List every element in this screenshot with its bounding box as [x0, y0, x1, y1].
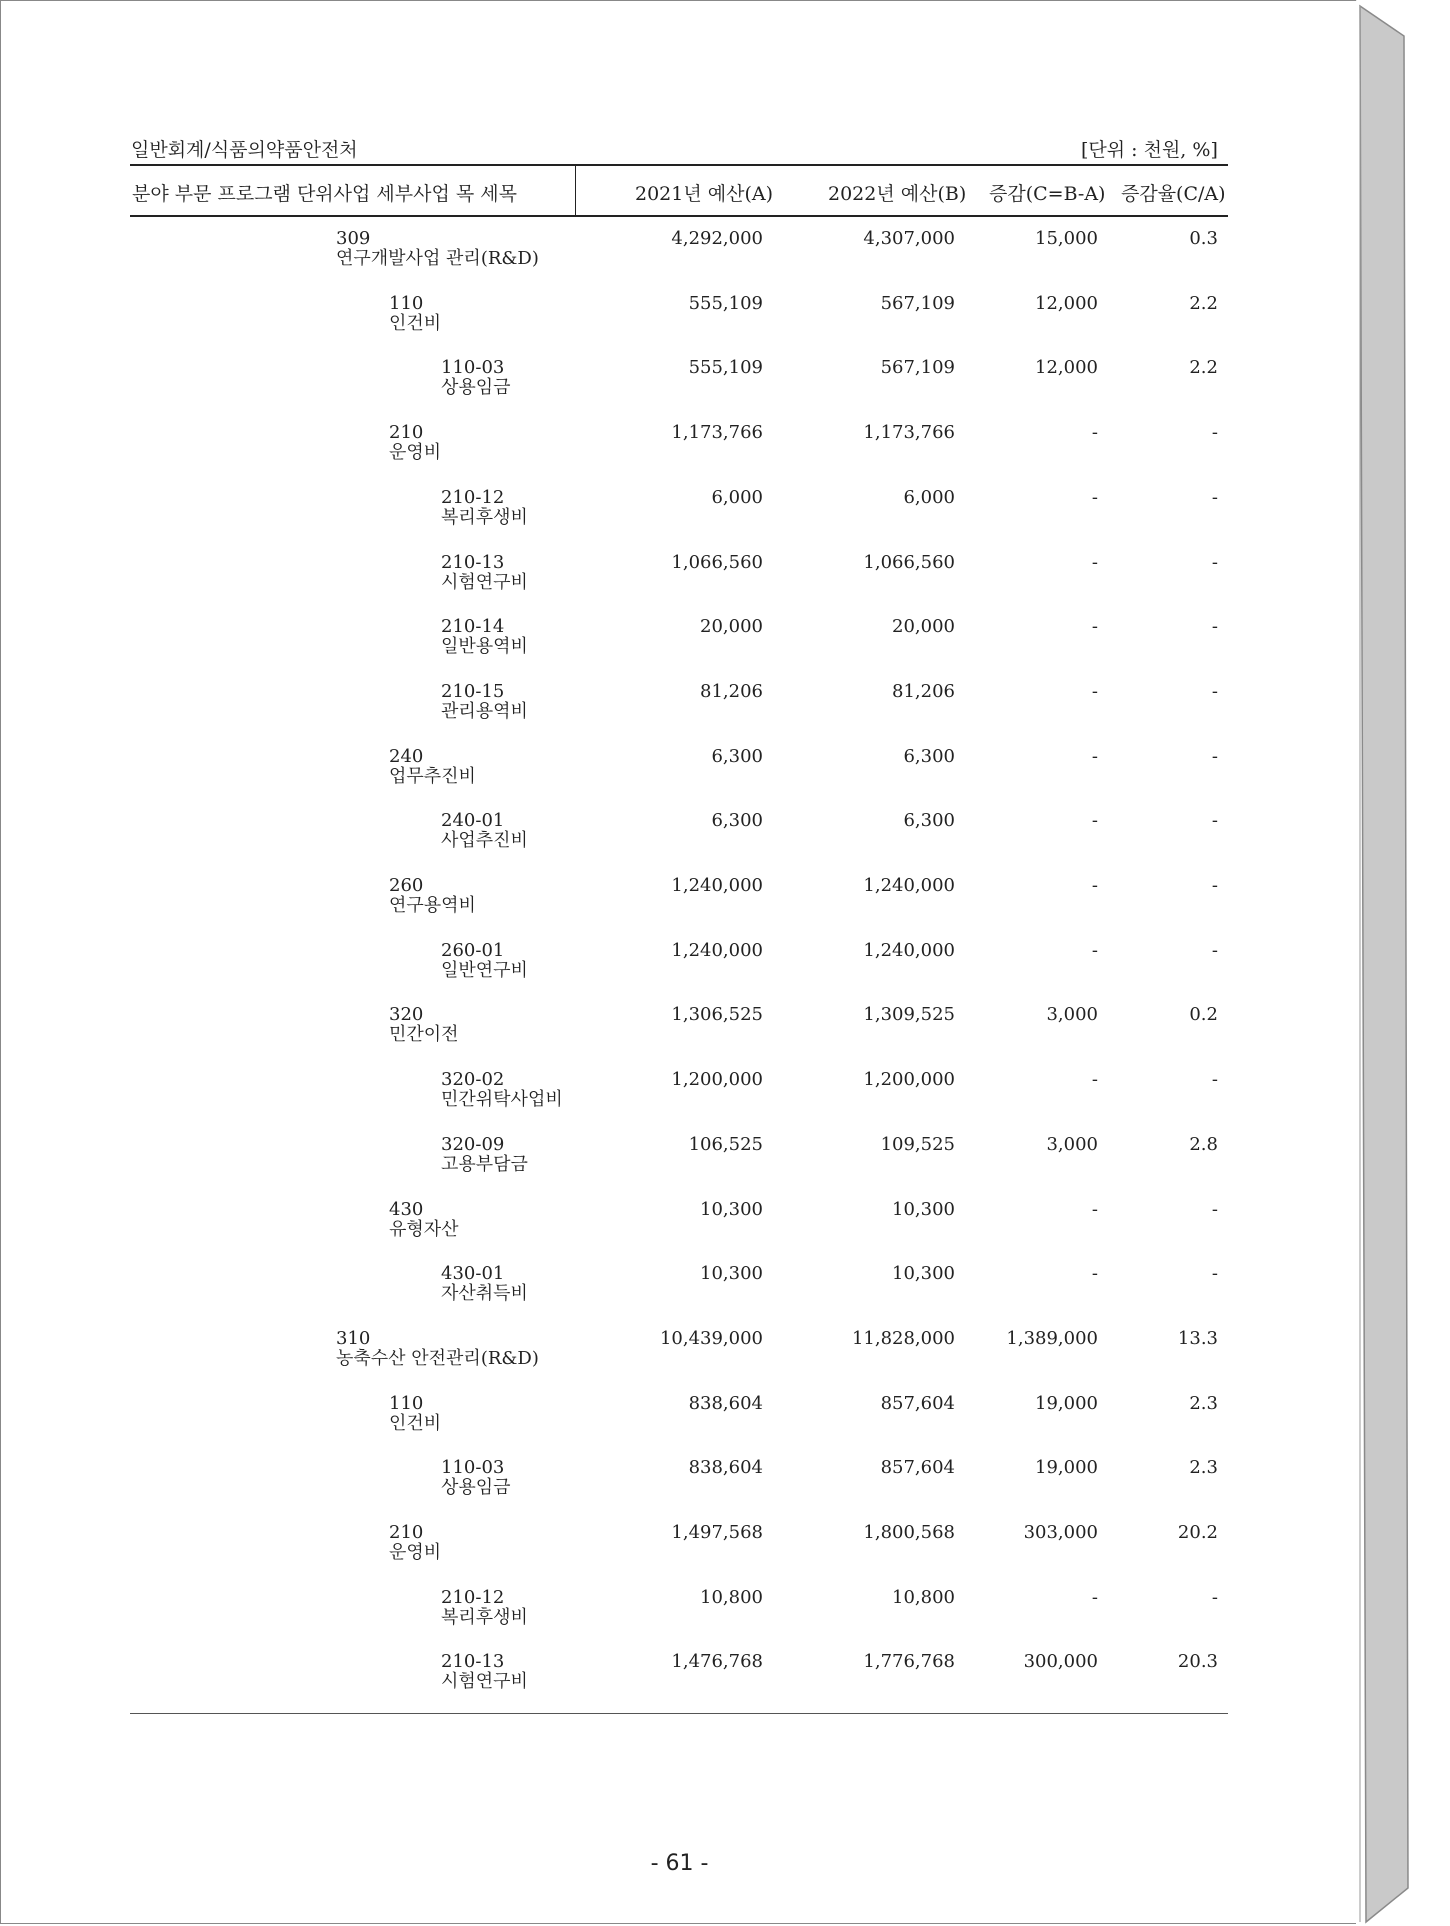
item-code: 240-01	[441, 810, 505, 832]
budget-2022-value: 1,240,000	[863, 875, 955, 896]
item-code: 210-13	[441, 551, 505, 573]
table-row	[1, 423, 1358, 485]
change-value: -	[1091, 1263, 1098, 1285]
item-name: 유형자산	[389, 1218, 459, 1240]
change-rate-value: -	[1211, 680, 1218, 702]
item-name: 일반용역비	[441, 636, 528, 658]
item-name: 자산취득비	[441, 1283, 528, 1305]
budget-2021-value: 10,800	[700, 1586, 763, 1608]
budget-2021-value: 1,240,000	[671, 875, 763, 896]
table-row	[1, 682, 1358, 744]
table-row	[1, 1652, 1358, 1714]
table-row	[1, 876, 1358, 938]
item-code: 309	[336, 228, 371, 249]
table-row	[1, 553, 1358, 615]
budget-2022-value: 20,000	[892, 616, 955, 638]
item-code: 310	[336, 1327, 371, 1349]
change-value: -	[1091, 745, 1098, 767]
table-row	[1, 811, 1358, 873]
change-rate-value: 2.3	[1189, 1392, 1218, 1414]
table-bottom-rule	[130, 1713, 1228, 1714]
item-name: 연구개발사업 관리(R&D)	[336, 248, 539, 269]
change-value: 1,389,000	[1006, 1327, 1098, 1349]
change-rate-value: 2.8	[1189, 1133, 1218, 1155]
item-name: 농축수산 안전관리(R&D)	[336, 1347, 539, 1369]
item-code: 320-02	[441, 1069, 505, 1091]
budget-2021-value: 10,300	[700, 1198, 763, 1220]
item-code: 210-13	[441, 1651, 505, 1673]
item-code: 320	[389, 1004, 424, 1026]
change-value: 3,000	[1046, 1133, 1098, 1155]
item-name: 운영비	[389, 1542, 442, 1563]
budget-2021-value: 10,300	[700, 1263, 763, 1285]
table-row	[1, 1200, 1358, 1262]
organization-title: 일반회계/식품의약품안전처	[131, 139, 358, 161]
change-value: 19,000	[1035, 1392, 1098, 1414]
budget-2022-value: 10,300	[892, 1198, 955, 1220]
budget-2022-value: 1,240,000	[863, 939, 955, 961]
table-row	[1, 941, 1358, 1003]
item-code: 110-03	[441, 1457, 505, 1479]
table-row	[1, 1458, 1358, 1520]
budget-2021-value: 106,525	[688, 1133, 763, 1155]
change-value: 12,000	[1035, 292, 1098, 314]
table-row	[1, 617, 1358, 679]
budget-2021-value: 6,300	[711, 810, 763, 832]
change-value: -	[1091, 680, 1098, 702]
table-row	[1, 747, 1358, 809]
budget-2022-value: 10,800	[892, 1586, 955, 1608]
budget-2021-value: 1,476,768	[671, 1651, 763, 1673]
budget-2022-value: 6,300	[903, 810, 955, 832]
column-header-hierarchy: 분야 부문 프로그램 단위사업 세부사업 목 세목	[132, 183, 517, 205]
change-value: -	[1091, 422, 1098, 444]
change-rate-value: 20.2	[1177, 1522, 1218, 1543]
change-value: 15,000	[1035, 228, 1098, 249]
budget-2021-value: 81,206	[700, 680, 763, 702]
budget-2022-value: 1,173,766	[863, 422, 955, 444]
item-code: 210-15	[441, 680, 505, 702]
column-header-change: 증감(C=B-A)	[989, 183, 1106, 205]
change-rate-value: -	[1211, 875, 1218, 896]
table-row	[1, 1070, 1358, 1132]
change-rate-value: -	[1211, 1069, 1218, 1091]
page-number: - 61 -	[650, 1851, 709, 1876]
budget-2021-value: 4,292,000	[671, 228, 763, 249]
change-value: -	[1091, 875, 1098, 896]
item-name: 연구용역비	[389, 895, 476, 916]
item-name: 복리후생비	[441, 1606, 528, 1628]
budget-2022-value: 6,000	[903, 486, 955, 508]
item-code: 260-01	[441, 939, 505, 961]
budget-2021-value: 6,000	[711, 486, 763, 508]
item-code: 210	[389, 422, 424, 444]
unit-label: [단위 : 천원, %]	[1081, 139, 1218, 161]
budget-2022-value: 10,300	[892, 1263, 955, 1285]
item-name: 민간이전	[389, 1024, 459, 1046]
book-edge-decoration	[1356, 0, 1450, 1926]
budget-2021-value: 1,306,525	[671, 1004, 763, 1026]
budget-2022-value: 567,109	[880, 357, 955, 379]
change-value: -	[1091, 486, 1098, 508]
item-code: 110-03	[441, 357, 505, 379]
item-name: 민간위탁사업비	[441, 1089, 563, 1111]
item-name: 상용임금	[441, 377, 511, 399]
change-value: 303,000	[1023, 1522, 1098, 1543]
table-row	[1, 1394, 1358, 1456]
item-name: 인건비	[389, 1412, 442, 1434]
table-row	[1, 1588, 1358, 1650]
item-name: 운영비	[389, 442, 442, 464]
budget-2022-value: 1,800,568	[863, 1522, 955, 1543]
budget-2021-value: 555,109	[688, 292, 763, 314]
item-code: 210-12	[441, 486, 505, 508]
change-value: -	[1091, 1586, 1098, 1608]
budget-2021-value: 1,200,000	[671, 1069, 763, 1091]
change-value: 3,000	[1046, 1004, 1098, 1026]
table-row	[1, 1005, 1358, 1067]
change-value: -	[1091, 551, 1098, 573]
budget-2022-value: 857,604	[880, 1392, 955, 1414]
item-code: 260	[389, 875, 424, 896]
item-name: 시험연구비	[441, 1671, 528, 1693]
change-rate-value: -	[1211, 1263, 1218, 1285]
item-code: 210	[389, 1522, 424, 1543]
table-row	[1, 294, 1358, 356]
item-name: 복리후생비	[441, 506, 528, 528]
change-value: -	[1091, 939, 1098, 961]
budget-2022-value: 109,525	[880, 1133, 955, 1155]
table-row	[1, 229, 1358, 291]
budget-2022-value: 1,309,525	[863, 1004, 955, 1026]
budget-2021-value: 1,497,568	[671, 1522, 763, 1543]
item-name: 인건비	[389, 312, 442, 334]
item-name: 관리용역비	[441, 700, 528, 722]
change-value: 300,000	[1023, 1651, 1098, 1673]
budget-2022-value: 1,066,560	[863, 551, 955, 573]
table-row	[1, 1329, 1358, 1391]
item-code: 110	[389, 1392, 424, 1414]
column-header-budget-2021: 2021년 예산(A)	[635, 183, 774, 205]
change-value: 19,000	[1035, 1457, 1098, 1479]
change-rate-value: 2.3	[1189, 1457, 1218, 1479]
table-row	[1, 1523, 1358, 1585]
budget-2022-value: 1,776,768	[863, 1651, 955, 1673]
budget-2022-value: 11,828,000	[851, 1327, 955, 1349]
change-rate-value: -	[1211, 939, 1218, 961]
change-rate-value: 13.3	[1177, 1327, 1218, 1349]
budget-2021-value: 1,240,000	[671, 939, 763, 961]
change-rate-value: -	[1211, 551, 1218, 573]
table-row	[1, 488, 1358, 550]
budget-2021-value: 838,604	[688, 1392, 763, 1414]
change-value: 12,000	[1035, 357, 1098, 379]
budget-2021-value: 1,066,560	[671, 551, 763, 573]
change-rate-value: -	[1211, 1586, 1218, 1608]
change-rate-value: -	[1211, 486, 1218, 508]
change-rate-value: -	[1211, 616, 1218, 638]
change-rate-value: 2.2	[1189, 292, 1218, 314]
item-code: 320-09	[441, 1133, 505, 1155]
change-value: -	[1091, 1198, 1098, 1220]
item-code: 430	[389, 1198, 424, 1220]
budget-2021-value: 838,604	[688, 1457, 763, 1479]
budget-2021-value: 555,109	[688, 357, 763, 379]
item-name: 업무추진비	[389, 765, 476, 787]
budget-2022-value: 81,206	[892, 680, 955, 702]
change-rate-value: 2.2	[1189, 357, 1218, 379]
table-row	[1, 1135, 1358, 1197]
item-code: 110	[389, 292, 424, 314]
item-name: 일반연구비	[441, 959, 528, 981]
change-value: -	[1091, 616, 1098, 638]
item-code: 240	[389, 745, 424, 767]
budget-2022-value: 4,307,000	[863, 228, 955, 249]
item-name: 고용부담금	[441, 1153, 528, 1175]
budget-2021-value: 6,300	[711, 745, 763, 767]
budget-2021-value: 1,173,766	[671, 422, 763, 444]
change-value: -	[1091, 1069, 1098, 1091]
change-rate-value: -	[1211, 745, 1218, 767]
budget-2022-value: 857,604	[880, 1457, 955, 1479]
change-value: -	[1091, 810, 1098, 832]
change-rate-value: 0.3	[1189, 228, 1218, 249]
table-row	[1, 358, 1358, 420]
item-name: 상용임금	[441, 1477, 511, 1499]
budget-2022-value: 6,300	[903, 745, 955, 767]
column-header-budget-2022: 2022년 예산(B)	[828, 183, 967, 205]
item-name: 사업추진비	[441, 830, 528, 852]
change-rate-value: -	[1211, 810, 1218, 832]
change-rate-value: 20.3	[1177, 1651, 1218, 1673]
budget-2021-value: 20,000	[700, 616, 763, 638]
table-row	[1, 1264, 1358, 1326]
change-rate-value: 0.2	[1189, 1004, 1218, 1026]
item-code: 210-12	[441, 1586, 505, 1608]
column-header-change-rate: 증감율(C/A)	[1121, 183, 1226, 205]
item-name: 시험연구비	[441, 571, 528, 593]
budget-2022-value: 567,109	[880, 292, 955, 314]
item-code: 210-14	[441, 616, 505, 638]
change-rate-value: -	[1211, 1198, 1218, 1220]
budget-2021-value: 10,439,000	[659, 1327, 763, 1349]
item-code: 430-01	[441, 1263, 505, 1285]
change-rate-value: -	[1211, 422, 1218, 444]
budget-table-body	[1, 1, 1358, 1925]
budget-2022-value: 1,200,000	[863, 1069, 955, 1091]
